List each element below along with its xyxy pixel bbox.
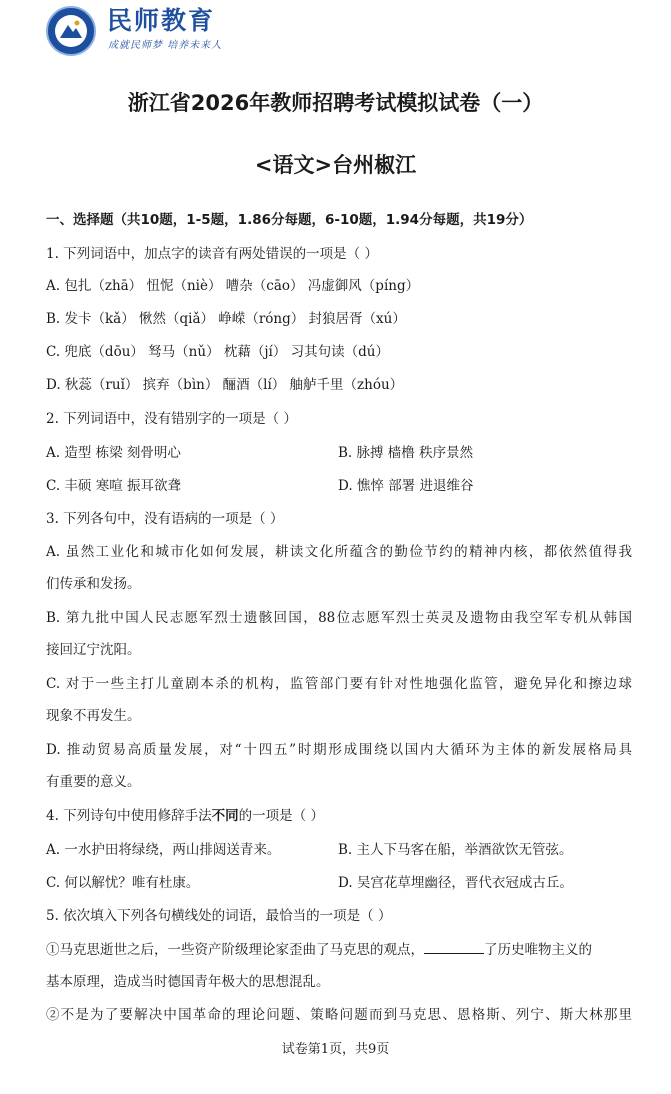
question-4-stem-emphasis: 不同 [211, 808, 239, 824]
question-1-stem: 1. 下列词语中，加点字的读音有两处错误的一项是（ ） [46, 246, 378, 262]
question-1-option-a: A. 包扎（zhā） 忸怩（niè） 嘈杂（cāo） 冯虚御风（píng） [46, 278, 420, 294]
question-3-option-c: C. 对于一些主打儿童剧本杀的机构，监管部门要有针对性地强化监管，避免异化和擦边球 [46, 676, 632, 692]
question-5-sentence-2: ②不是为了要解决中国革命的理论问题、策略问题而到马克思、恩格斯、列宁、斯大林那里 [46, 1007, 632, 1023]
question-3-option-b: B. 第九批中国人民志愿军烈士遗骸回国，88位志愿军烈士英灵及遗物由我空军专机从韩国 [46, 610, 632, 626]
question-4-stem-pre: 4. 下列诗句中使用修辞手法 [46, 808, 212, 824]
question-4-stem-post: 的一项是（ ） [238, 808, 324, 824]
question-3-option-b-cont: 接回辽宁沈阳。 [46, 642, 141, 658]
page-title: 浙江省2026年教师招聘考试模拟试卷（一） [127, 91, 544, 115]
question-1-option-c: C. 兜底（dōu） 驽马（nǔ） 枕藉（jí） 习其句读（dú） [46, 344, 389, 360]
question-2-option-b: B. 脉搏 樯橹 秩序景然 [338, 445, 474, 461]
question-5-stem: 5. 依次填入下列各句横线处的词语，最恰当的一项是（ ） [46, 908, 392, 924]
question-4-option-c: C. 何以解忧？唯有杜康。 [46, 875, 200, 891]
question-3-option-d: D. 推动贸易高质量发展，对“十四五”时期形成围绕以国内大循环为主体的新发展格局具 [46, 742, 632, 758]
question-3-option-c-cont: 现象不再发生。 [46, 708, 141, 724]
question-5-sentence-1 [46, 939, 592, 960]
question-5-sentence-1-cont: 基本原理，造成当时德国青年极大的思想混乱。 [46, 974, 330, 990]
question-2-option-c: C. 丰硕 寒喧 振耳欲聋 [46, 478, 182, 494]
question-4-stem [46, 806, 324, 826]
question-4-option-d: D. 吴宫花草埋幽径，晋代衣冠成古丘。 [338, 875, 573, 891]
section-heading: 一、选择题（共10题，1-5题，1.86分每题，6-10题，1.94分每题，共19分） [46, 212, 533, 228]
question-5-sentence-1-pre: ①马克思逝世之后，一些资产阶级理论家歪曲了马克思的观点， [46, 942, 424, 958]
answer-blank [424, 939, 484, 954]
brand-slogan: 成就民师梦 培养未来人 [108, 40, 223, 51]
brand-header [46, 6, 346, 58]
question-4-option-a: A. 一水护田将绿绕，两山排闼送青来。 [46, 842, 281, 858]
question-5-sentence-1-post: 了历史唯物主义的 [484, 942, 592, 958]
question-2-stem: 2. 下列词语中，没有错别字的一项是（ ） [46, 411, 297, 427]
question-3-option-d-cont: 有重要的意义。 [46, 774, 141, 790]
logo-icon [46, 6, 96, 56]
question-4-option-b: B. 主人下马客在船，举酒欲饮无管弦。 [338, 842, 573, 858]
question-3-option-a-cont: 们传承和发扬。 [46, 576, 141, 592]
question-2-option-a: A. 造型 栋梁 刻骨明心 [46, 445, 181, 461]
question-2-option-d: D. 憔悴 部署 进退维谷 [338, 478, 474, 494]
question-1-option-b: B. 发卡（kǎ） 愀然（qiǎ） 峥嵘（róng） 封狼居胥（xú） [46, 311, 406, 327]
question-3-stem: 3. 下列各句中，没有语病的一项是（ ） [46, 511, 284, 527]
page-footer: 试卷第1页，共9页 [281, 1042, 390, 1057]
question-1-option-d: D. 秋蕊（ruǐ） 摈弃（bìn） 酾酒（lí） 舳舻千里（zhóu） [46, 377, 404, 393]
question-3-option-a: A. 虽然工业化和城市化如何发展，耕读文化所蕴含的勤俭节约的精神内核，都依然值得我 [46, 544, 632, 560]
brand-name: 民师教育 [107, 6, 216, 35]
subject-title: <语文>台州椒江 [254, 153, 417, 177]
